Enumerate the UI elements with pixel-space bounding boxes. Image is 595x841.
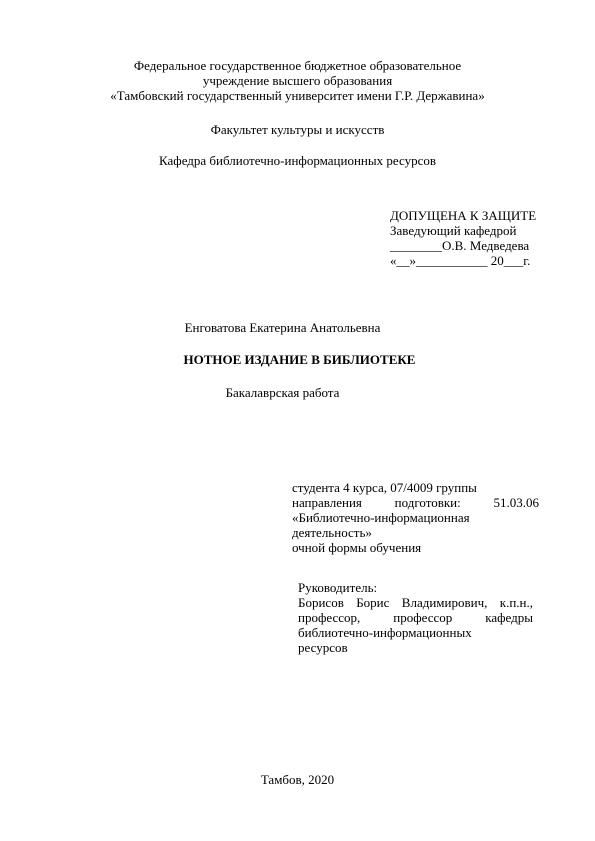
- faculty: Факультет культуры и искусств: [210, 122, 385, 137]
- student-line-5: очной формы обучения: [292, 540, 422, 555]
- work-title: НОТНОЕ ИЗДАНИЕ В БИБЛИОТЕКЕ: [183, 352, 416, 367]
- institution-line-3: «Тамбовский государственный университет имени Г.Р. Державина»: [110, 88, 485, 103]
- student-line-2: [292, 495, 539, 510]
- supervisor-block: [298, 580, 533, 655]
- approval-block: [390, 208, 560, 268]
- approval-role: Заведующий кафедрой: [390, 223, 517, 238]
- supervisor-line-4: ресурсов: [298, 640, 348, 655]
- student-line-2-a: направления: [292, 495, 362, 510]
- approval-date: «__»___________ 20___г.: [390, 253, 531, 268]
- supervisor-position-1: профессор,: [298, 610, 361, 625]
- supervisor-surname: Борисов: [298, 595, 344, 610]
- approval-title: ДОПУЩЕНА К ЗАЩИТЕ: [390, 208, 537, 223]
- student-info: [292, 480, 539, 555]
- supervisor-position-2: профессор: [393, 610, 453, 625]
- student-line-2-b: подготовки:: [394, 495, 461, 510]
- city-year: Тамбов, 2020: [260, 772, 335, 787]
- institution-line-2: учреждение высшего образования: [202, 73, 393, 88]
- institution-line-1: Федеральное государственное бюджетное образовательное: [133, 58, 462, 73]
- supervisor-firstname: Борис: [356, 595, 390, 610]
- supervisor-patronymic: Владимирович,: [401, 595, 488, 610]
- supervisor-line-1: [298, 595, 533, 610]
- supervisor-degree: к.п.н.,: [499, 595, 533, 610]
- author-name: Енговатова Екатерина Анатольевна: [184, 320, 381, 335]
- student-line-3: «Библиотечно-информационная: [292, 510, 470, 525]
- department: Кафедра библиотечно-информационных ресурсов: [159, 153, 436, 168]
- supervisor-line-3: библиотечно-информационных: [298, 625, 472, 640]
- student-line-2-c: 51.03.06: [493, 495, 539, 510]
- student-line-1: студента 4 курса, 07/4009 группы: [292, 480, 477, 495]
- student-line-4: деятельность»: [292, 525, 372, 540]
- supervisor-line-2: [298, 610, 533, 625]
- supervisor-label: Руководитель:: [298, 580, 378, 595]
- work-type: Бакалаврская работа: [225, 385, 340, 400]
- supervisor-position-3: кафедры: [485, 610, 533, 625]
- institution-header: [0, 58, 595, 103]
- approval-signature: ________О.В. Медведева: [390, 238, 530, 253]
